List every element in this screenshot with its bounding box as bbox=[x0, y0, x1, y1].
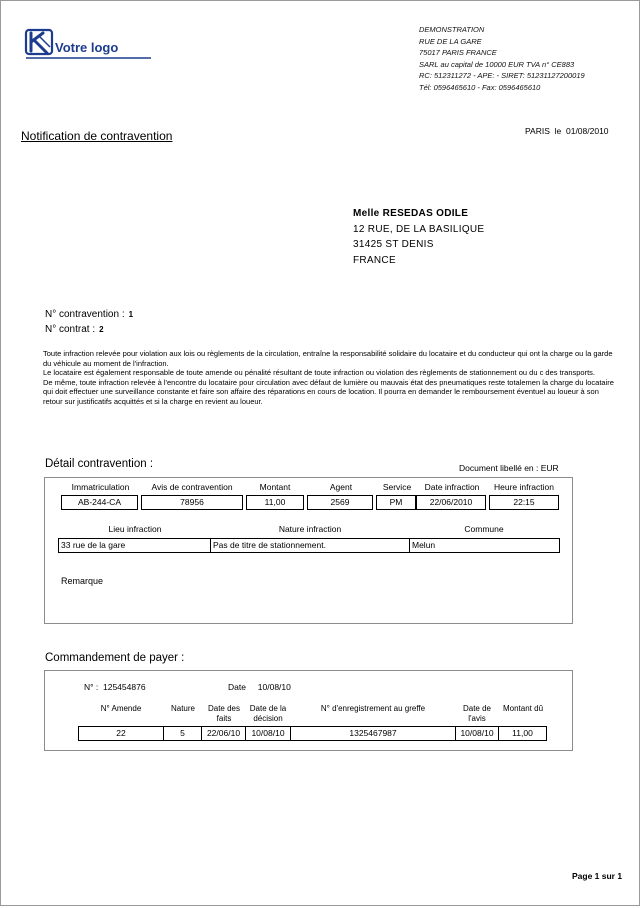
header-enregistrement: N° d'enregistrement au greffe bbox=[320, 704, 426, 713]
header-avis: Avis de contravention bbox=[151, 482, 233, 492]
header-amende: N° Amende bbox=[100, 704, 142, 713]
company-line: SARL au capital de 10000 EUR TVA n° CE883 bbox=[419, 59, 575, 69]
cell-cmd-nature: 5 bbox=[163, 726, 202, 741]
cell-montant-du: 11,00 bbox=[498, 726, 547, 741]
document-title: Notification de contravention bbox=[21, 129, 173, 143]
commandement-number bbox=[84, 682, 146, 692]
commandement-number-label: N° : bbox=[84, 682, 99, 692]
document-date: 01/08/2010 bbox=[565, 126, 609, 136]
legal-paragraph: Le locataire est également responsable de toute amende ou pénalité résultant de toute infraction ou violation des règlements de stationnement ou du c des transports. bbox=[43, 368, 596, 378]
commandement-date-value: 10/08/10 bbox=[257, 682, 291, 692]
commandement-number-value: 125454876 bbox=[103, 682, 146, 692]
contrat-number: 2 bbox=[99, 325, 104, 334]
cell-date-decision: 10/08/10 bbox=[245, 726, 291, 741]
cell-date-infraction: 22/06/2010 bbox=[416, 495, 486, 510]
recipient-city: 31425 ST DENIS bbox=[353, 239, 434, 250]
legal-paragraph: De même, toute infraction relevée à l'encontre du locataire pour circulation avec défaut de lumière ou mauvais état des pneumatiques reste totalemen la charge du locataire qui doit effectuer une surveillance constante et faire son affaire des réparations en cours de location. Il pourra en demander le remboursement éventuel au loueur à son retour sur justificatifs acquittés et si la charge en revient au loueur. bbox=[43, 377, 614, 406]
header-cmd-nature: Nature bbox=[170, 704, 195, 713]
logo-text: Votre logo bbox=[55, 40, 119, 55]
place-date bbox=[525, 126, 609, 136]
commandement-title: Commandement de payer : bbox=[45, 652, 185, 664]
cell-immatriculation: AB-244-CA bbox=[61, 495, 138, 510]
header-montant-du: Montant dû bbox=[502, 704, 544, 713]
recipient-country: FRANCE bbox=[353, 254, 396, 266]
header-montant: Montant bbox=[259, 482, 291, 492]
contravention-label: N° contravention : bbox=[45, 309, 125, 320]
cell-commune: Melun bbox=[409, 538, 560, 553]
company-line: RC: 512311272 - APE: - SIRET: 51231127200019 bbox=[419, 71, 585, 80]
cell-amende: 22 bbox=[78, 726, 164, 741]
header-date-infraction: Date infraction bbox=[424, 482, 480, 492]
legal-text bbox=[43, 349, 615, 407]
page-number: Page 1 sur 1 bbox=[572, 871, 623, 881]
company-info bbox=[419, 24, 585, 93]
company-line: RUE DE LA GARE bbox=[419, 36, 482, 46]
commandement-date-label: Date bbox=[228, 682, 246, 692]
company-line: DEMONSTRATION bbox=[419, 25, 485, 34]
cell-lieu: 33 rue de la gare bbox=[58, 538, 211, 553]
cell-montant: 11,00 bbox=[246, 495, 304, 510]
recipient-address bbox=[353, 206, 484, 268]
header-heure-infraction: Heure infraction bbox=[493, 482, 554, 492]
company-line: 75017 PARIS FRANCE bbox=[419, 48, 497, 57]
contravention-number: 1 bbox=[128, 310, 134, 319]
references bbox=[45, 307, 133, 337]
header-lieu: Lieu infraction bbox=[108, 524, 162, 534]
header-service: Service bbox=[382, 482, 412, 492]
place: PARIS bbox=[525, 126, 550, 136]
header-commune: Commune bbox=[464, 524, 504, 534]
header-nature: Nature infraction bbox=[278, 524, 342, 534]
header-immatriculation: Immatriculation bbox=[71, 482, 130, 492]
cell-date-avis: 10/08/10 bbox=[455, 726, 499, 741]
legal-paragraph: Toute infraction relevée pour violation aux lois ou règlements de la circulation, entraîne la responsabilité solidaire du locataire et du conducteur qui ont la charge ou la garde du véhicule au moment de l'infraction. bbox=[43, 349, 613, 368]
company-line: Tél: 0596465610 - Fax: 0596465610 bbox=[419, 82, 541, 92]
cell-nature: Pas de titre de stationnement. bbox=[210, 538, 410, 553]
currency-label: Document libellé en : EUR bbox=[459, 463, 559, 473]
header-date-avis: Date de l'avis bbox=[462, 704, 492, 723]
contrat-label: N° contrat : bbox=[45, 324, 96, 335]
cell-enregistrement: 1325467987 bbox=[290, 726, 456, 741]
commandement-date bbox=[228, 682, 291, 692]
header-date-faits: Date des faits bbox=[207, 704, 241, 723]
header-agent: Agent bbox=[329, 482, 353, 492]
cell-date-faits: 22/06/10 bbox=[201, 726, 246, 741]
recipient-name: Melle RESEDAS ODILE bbox=[353, 208, 469, 219]
header-date-decision: Date de la décision bbox=[249, 704, 287, 723]
date-word: le bbox=[554, 126, 562, 136]
cell-avis: 78956 bbox=[141, 495, 243, 510]
remarque-label: Remarque bbox=[61, 576, 104, 586]
detail-title: Détail contravention : bbox=[45, 458, 154, 470]
recipient-address-line: 12 RUE, DE LA BASILIQUE bbox=[353, 223, 485, 235]
cell-service: PM bbox=[376, 495, 416, 510]
cell-agent: 2569 bbox=[307, 495, 373, 510]
cell-heure-infraction: 22:15 bbox=[489, 495, 559, 510]
